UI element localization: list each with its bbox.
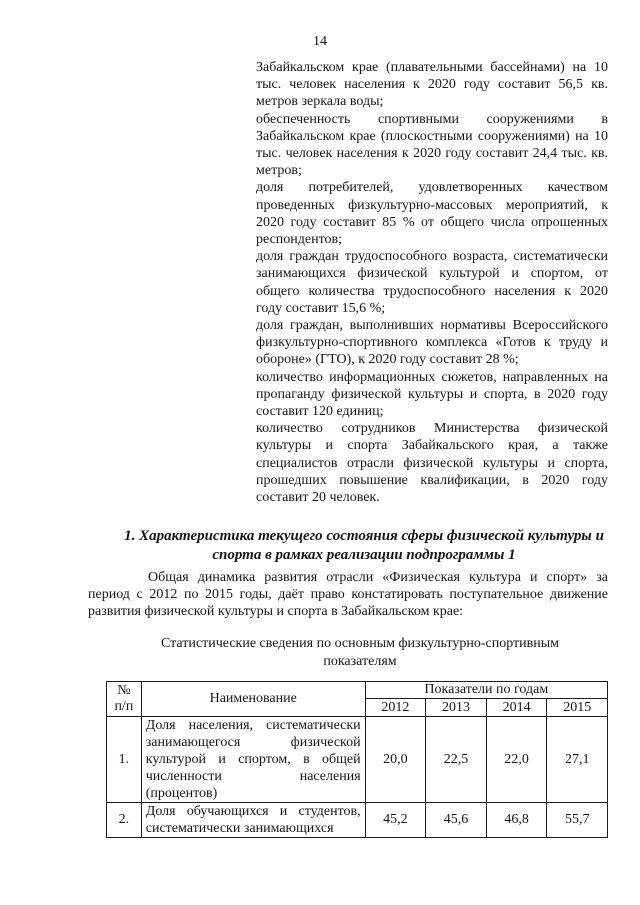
indicator-item: доля граждан трудоспособного возраста, систематически занимающихся физической культурой и спортом, от общего количества трудоспособного населения к 2020 году составит 15,6 %;: [256, 249, 608, 316]
row-num: 2.: [107, 803, 142, 838]
row-value: 45,6: [426, 803, 487, 838]
table-header-row: [107, 682, 608, 699]
section-heading: 1. Характеристика текущего состояния сферы физической культуры и спорта в рамках реализации подпрограммы 1: [124, 528, 604, 563]
row-value: 46,8: [486, 803, 547, 838]
row-value: 55,7: [547, 803, 608, 838]
indicator-item: количество сотрудников Министерства физической культуры и спорта Забайкальского края, а также специалистов отрасли физической культуры и спорта, прошедших повышение квалификации, в 2020 году составит 20 человек.: [256, 421, 608, 506]
indicator-list: [256, 59, 608, 506]
header-year: 2013: [426, 699, 487, 717]
section-intro: Общая динамика развития отрасли «Физическая культура и спорт» за период с 2012 по 2015 годы, даёт право констатировать поступательное движение развития физической культуры и спорта в Забайкальском крае:: [88, 570, 608, 619]
indicator-item: доля потребителей, удовлетворенных качеством проведенных физкультурно-массовых мероприятий, к 2020 году составит 85 % от общего числа опрошенных респондентов;: [256, 180, 608, 248]
row-num: 1.: [107, 717, 142, 803]
header-year: 2012: [365, 699, 426, 717]
row-value: 22,0: [486, 717, 547, 803]
row-name: Доля населения, систематически занимающегося физической культурой и спортом, в общей численности населения (процентов): [141, 717, 365, 803]
indicator-item: количество информационных сюжетов, направленных на пропаганду физической культуры и спорта, в 2020 году составит 120 единиц;: [256, 369, 608, 420]
row-name: Доля обучающихся и студентов, систематически занимающихся: [141, 803, 365, 838]
header-name: Наименование: [141, 682, 365, 717]
row-value: 45,2: [365, 803, 426, 838]
header-num: № п/п: [107, 682, 142, 717]
indicator-item: обеспеченность спортивными сооружениями в Забайкальском крае (плоскостными сооружениями) на 10 тыс. человек населения к 2020 году составит 24,4 тыс. кв. метров;: [256, 111, 608, 179]
statistics-table: [106, 681, 608, 838]
table-row: [107, 803, 608, 838]
row-value: 27,1: [547, 717, 608, 803]
row-value: 20,0: [365, 717, 426, 803]
header-years-group: Показатели по годам: [365, 682, 607, 699]
header-year: 2014: [486, 699, 547, 717]
indicator-item: доля граждан, выполнивших нормативы Всероссийского физкультурно-спортивного комплекса «Готов к труду и обороне» (ГТО), к 2020 году составит 28 %;: [256, 318, 608, 368]
header-year: 2015: [547, 699, 608, 717]
row-value: 22,5: [426, 717, 487, 803]
indicator-item: Забайкальском крае (плавательными бассейнами) на 10 тыс. человек населения к 2020 году составит 56,5 кв. метров зеркала воды;: [256, 60, 608, 110]
page-number: 14: [313, 34, 327, 49]
table-row: [107, 717, 608, 803]
table-caption: Статистические сведения по основным физкультурно-спортивным показателям: [160, 636, 559, 669]
